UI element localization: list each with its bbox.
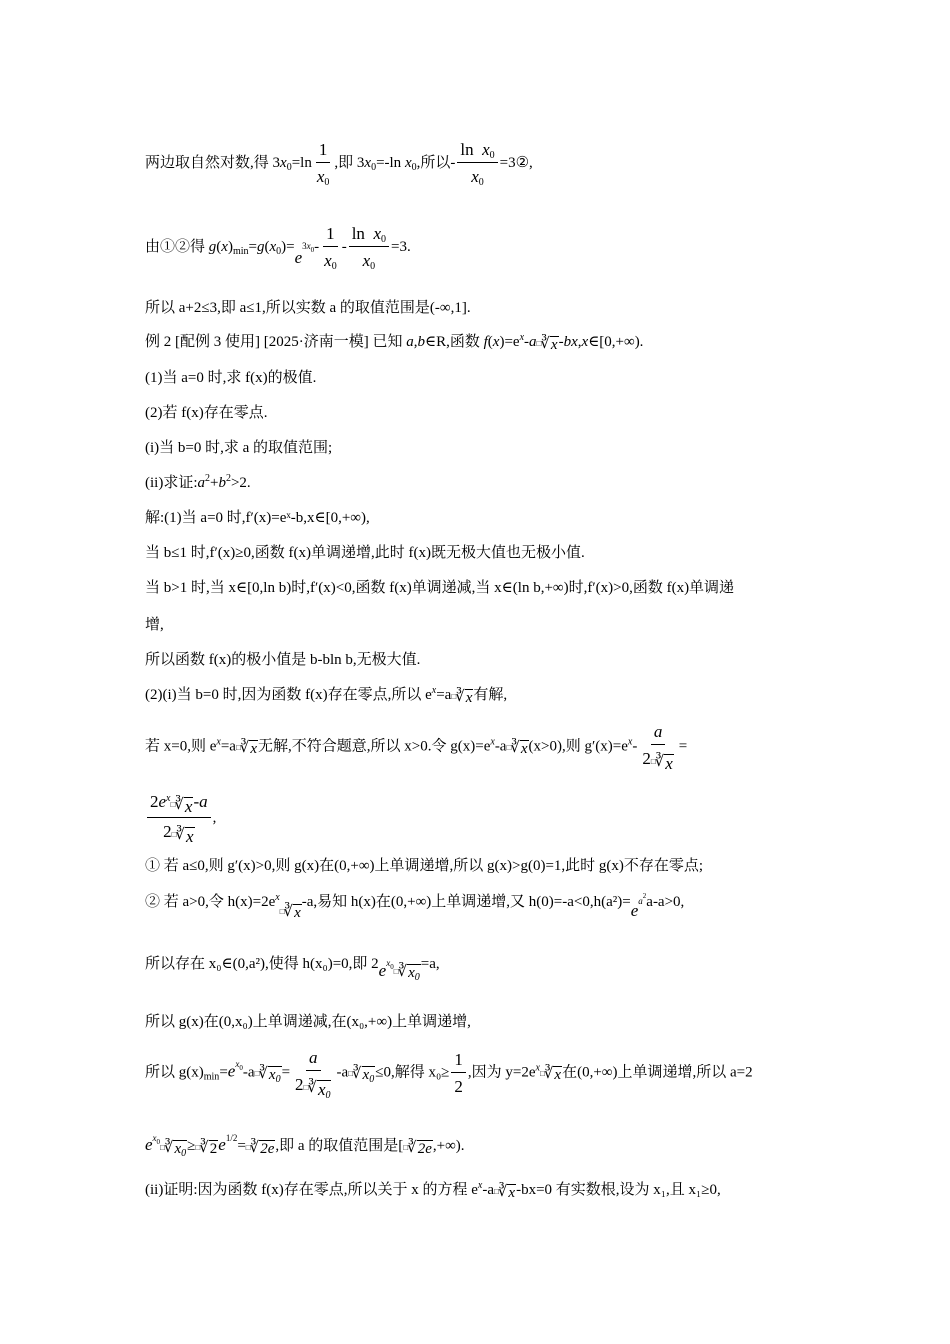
line-13: 所以函数 f(x)的极小值是 b-bln b,无极大值. bbox=[145, 652, 421, 668]
line-12: 增, bbox=[145, 617, 164, 633]
line-16: $2e^x$ □ ∛ x -a 2 □ ∛ x , bbox=[145, 792, 216, 845]
cube-root: □ ∛ 2e bbox=[403, 1140, 432, 1157]
line-9: 解:(1)当 a=0 时,f′(x)=eˣ-b,x∈[0,+∞), bbox=[145, 510, 370, 526]
fraction: $\frac{\ln x_0}{x_0}$ bbox=[349, 224, 389, 271]
fraction: a 2 □ ∛ x bbox=[642, 722, 673, 773]
cube-root: □ ∛ $x_0$ bbox=[254, 1066, 281, 1086]
line-4: 例 2 [配例 3 使用] [2025·济南一模] 已知 a,b∈R,函数 $f(x)=e^x-a$ □ ∛ x -bx,x∈[0,+∞). bbox=[145, 332, 644, 353]
line-10: 当 b≤1 时,f′(x)≥0,函数 f(x)单调递增,此时 f(x)既无极大值也无极小值. bbox=[145, 545, 585, 561]
line-5: (1)当 a=0 时,求 f(x)的极值. bbox=[145, 370, 317, 386]
line-19: 所以存在 x₀∈(0,a²),使得 h(x₀)=0,即 $2ex_0$ □ ∛ $x_0$ =a, bbox=[145, 956, 440, 983]
cube-root: □ ∛ x bbox=[536, 336, 558, 353]
line-3: 所以 a+2≤3,即 a≤1,所以实数 a 的取值范围是(-∞,1]. bbox=[145, 300, 471, 316]
fraction: $\frac{\ln x_0}{x_0}$ bbox=[457, 140, 497, 187]
line-23: (ii)证明:因为函数 f(x)存在零点,所以关于 x 的方程 $e^x-a$ □ ∛ x -bx=0 有实数根,设为 x₁,且 x₁≥0, bbox=[145, 1180, 721, 1201]
line-6: (2)若 f(x)存在零点. bbox=[145, 405, 268, 421]
line-2: 由①②得 $g(x)_{min}=g(x_0)=e3x_0-$ $\frac{1}{x_0}$ - $\frac{\ln x_0}{x_0}$ =3. bbox=[145, 224, 411, 272]
line-11: 当 b>1 时,当 x∈[0,ln b)时,f′(x)<0,函数 f(x)单调递减,当 x∈(ln b,+∞)时,f′(x)>0,函数 f(x)单调递 bbox=[145, 580, 735, 596]
cube-root: □ ∛ x bbox=[279, 904, 301, 921]
line-7: (i)当 b=0 时,求 a 的取值范围; bbox=[145, 440, 333, 456]
line-1: 两边取自然对数,得 $3x_0=\ln$ $\frac{1}{x_0}$ ,即 $3x_0=-\ln$ $x_0$,所以- $\frac{\ln x_0}{x_0}$ =3②, bbox=[145, 140, 533, 188]
cube-root: □ ∛ x bbox=[235, 740, 258, 758]
line-18: ② 若 a>0,令 $h(x)=2e^x$ □ ∛ x -a,易知 h(x)在(0,+∞)上单调递增,又 $h(0)=-a<0,h(a^2)=ea^2a-a>0$, bbox=[145, 892, 685, 921]
fraction: $\frac{1}{x_0}$ bbox=[316, 140, 330, 188]
cube-root: □ ∛ 2 bbox=[195, 1140, 218, 1157]
cube-root: □ ∛ $x_0$ bbox=[160, 1140, 187, 1159]
cube-root: □ ∛ $x_0$ bbox=[393, 964, 420, 983]
line-22: $e^{x_0}$ □ ∛ $x_0$ ≥ □ ∛ 2 $e^{1/2}=$ □ ∛ 2e ,即 a 的取值范围是[ □ ∛ 2e ,+∞). bbox=[145, 1133, 465, 1159]
cube-root: □ ∛ x bbox=[506, 740, 528, 758]
cube-root: □ ∛ 2e bbox=[245, 1140, 275, 1157]
fraction: $\frac{1}{x_0}$ bbox=[324, 224, 337, 272]
fraction: $\frac{1}{2}$ bbox=[451, 1050, 466, 1097]
cube-root: □ ∛ x bbox=[451, 689, 473, 706]
cube-root: □ ∛ $x_0$ bbox=[348, 1066, 375, 1086]
line-17: ① 若 a≤0,则 g′(x)>0,则 g(x)在(0,+∞)上单调递增,所以 g(x)>g(0)=1,此时 g(x)不存在零点; bbox=[145, 858, 704, 874]
line-21: 所以 $g(x)_{min}=e^{x_0}-a$ □ ∛ $x_0$ = a 2 □ ∛ $x_0$ -a □ ∛ $x_0$ ≤0,解得 x₀≥ $\frac{1}{2}$ ,因为 $y=2e^x$ □ ∛ x 在(0,+∞)上单调递增,所以 a=2 bbox=[145, 1048, 753, 1101]
line-15: 若 x=0,则 $e^x=a$ □ ∛ x 无解,不符合题意,所以 x>0.令 $g(x)=e^x-a$ □ ∛ x (x>0),则 $g'(x)=e^x-$ a 2 □ ∛ x = bbox=[145, 722, 688, 773]
fraction: a 2 □ ∛ $x_0$ bbox=[295, 1048, 331, 1101]
fraction: $2e^x$ □ ∛ x -a 2 □ ∛ x bbox=[147, 792, 211, 845]
cube-root: □ ∛ x bbox=[540, 1066, 562, 1084]
line-14: (2)(i)当 b=0 时,因为函数 f(x)存在零点,所以 $e^x=a$ □ ∛ x 有解, bbox=[145, 685, 508, 706]
cube-root: □ ∛ x bbox=[494, 1184, 516, 1201]
line-20: 所以 g(x)在(0,x₀)上单调递减,在(x₀,+∞)上单调递增, bbox=[145, 1014, 471, 1030]
line-8: (ii)求证$:a^2+b^2>2$. bbox=[145, 473, 251, 491]
